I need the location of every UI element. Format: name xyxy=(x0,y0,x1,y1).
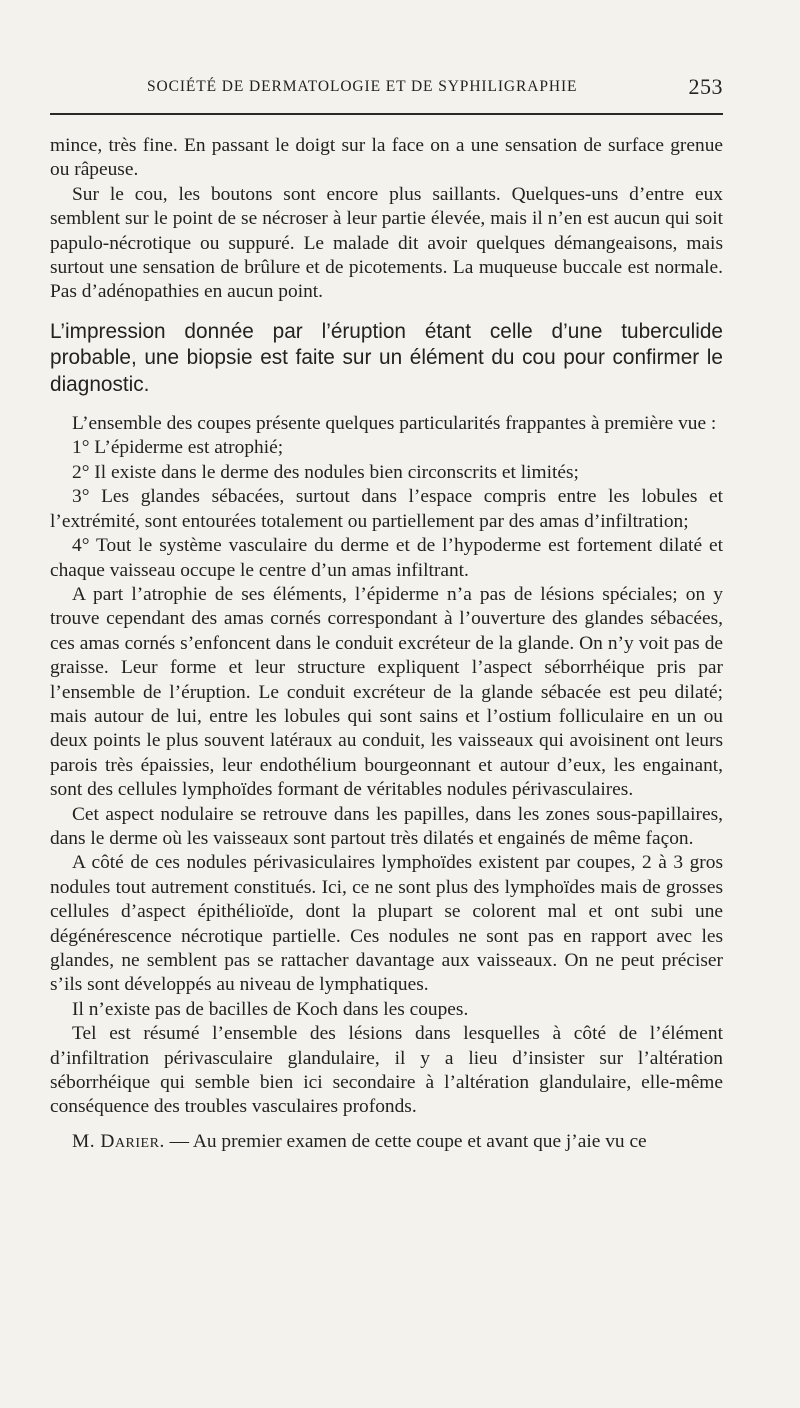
running-header xyxy=(50,74,723,102)
biopsy-summary: L’impression donnée par l’éruption étant celle d’une tuberculide probable, une biopsie est faite sur un élément du cou pour confirmer le diagnostic. xyxy=(50,319,723,396)
list-item: 3° Les glandes sébacées, surtout dans l’espace compris entre les lobules et l’extrémité, sont entourées totalement ou partiellement par des amas d’infiltration; xyxy=(50,486,723,532)
page-number: 253 xyxy=(688,74,723,99)
list-item: 2° Il existe dans le derme des nodules bien circonscrits et limités; xyxy=(72,461,579,483)
paragraph: Cet aspect nodulaire se retrouve dans les papilles, dans les zones sous-papillaires, dans le derme où les vaisseaux sont partout très dilatés et engainés de même façon. xyxy=(50,803,723,849)
speaker-text: — Au premier examen de cette coupe et avant que j’aie vu ce xyxy=(169,1130,647,1152)
running-title: SOCIÉTÉ DE DERMATOLOGIE ET DE SYPHILIGRAPHIE xyxy=(147,78,578,95)
body-text xyxy=(50,134,723,1154)
paragraph: Tel est résumé l’ensemble des lésions dans lesquelles à côté de l’élément d’infiltration périvasculaire glandulaire, il y a lieu d’insister sur l’altération séborrhéique qui semble bien ici secondaire à l’altération glandulaire, elle-même conséquence des troubles vasculaires profonds. xyxy=(50,1023,723,1118)
paragraph: A côté de ces nodules périvasiculaires lymphoïdes existent par coupes, 2 à 3 gros nodules tout autrement constitués. Ici, ce ne sont plus des lymphoïdes mais de grosses cellules d’aspect épithélioïde, dont la plupart se colorent mal et ont subi une dégénérescence nécrotique partielle. Ces nodules ne sont pas en rapport avec les glandes, ne semblent pas se rattacher davantage aux vaisseaux. On ne peut préciser s’ils sont développés au niveau de lymphatiques. xyxy=(50,852,723,996)
paragraph: L’ensemble des coupes présente quelques particularités frappantes à première vue : xyxy=(72,413,717,435)
paragraph: mince, très fine. En passant le doigt sur la face on a une sensation de surface grenue ou râpeuse. xyxy=(50,135,723,181)
document-page xyxy=(50,0,723,1408)
paragraph xyxy=(50,1130,723,1154)
paragraph: Il n’existe pas de bacilles de Koch dans les coupes. xyxy=(72,998,469,1020)
header-rule xyxy=(50,113,723,115)
list-item: 4° Tout le système vasculaire du derme et de l’hypoderme est fortement dilaté et chaque vaisseau occupe le centre d’un amas infiltrant. xyxy=(50,535,723,581)
speaker-name: M. Darier. xyxy=(72,1130,165,1152)
list-item: 1° L’épiderme est atrophié; xyxy=(72,437,284,459)
paragraph: A part l’atrophie de ses éléments, l’épiderme n’a pas de lésions spéciales; on y trouve cependant des amas cornés correspondant à l’ouverture des glandes sébacées, ces amas cornés s’enfoncent dans le conduit excréteur de la glande. On n’y voit pas de graisse. Leur forme et leur structure expliquent l’aspect séborrhéique pris par l’ensemble de l’éruption. Le conduit excréteur de la glande sébacée est peu dilaté; mais autour de lui, entre les lobules qui sont sains et l’ostium folliculaire en un ou deux points le plus souvent latéraux au conduit, les vaisseaux qui avoisinent ont leurs parois très épaissies, leur endothélium bourgeonnant et autour d’eux, les engainant, sont des cellules lymphoïdes formant de véritables nodules périvasculaires. xyxy=(50,583,723,801)
paragraph: Sur le cou, les boutons sont encore plus saillants. Quelques-uns d’entre eux semblent sur le point de se nécroser à leur partie élevée, mais il n’en est aucun qui soit papulo-nécrotique ou suppuré. Le malade dit avoir quelques démangeaisons, mais surtout une sensation de brûlure et de picotements. La muqueuse buccale est normale. Pas d’adénopathies en aucun point. xyxy=(50,183,723,303)
